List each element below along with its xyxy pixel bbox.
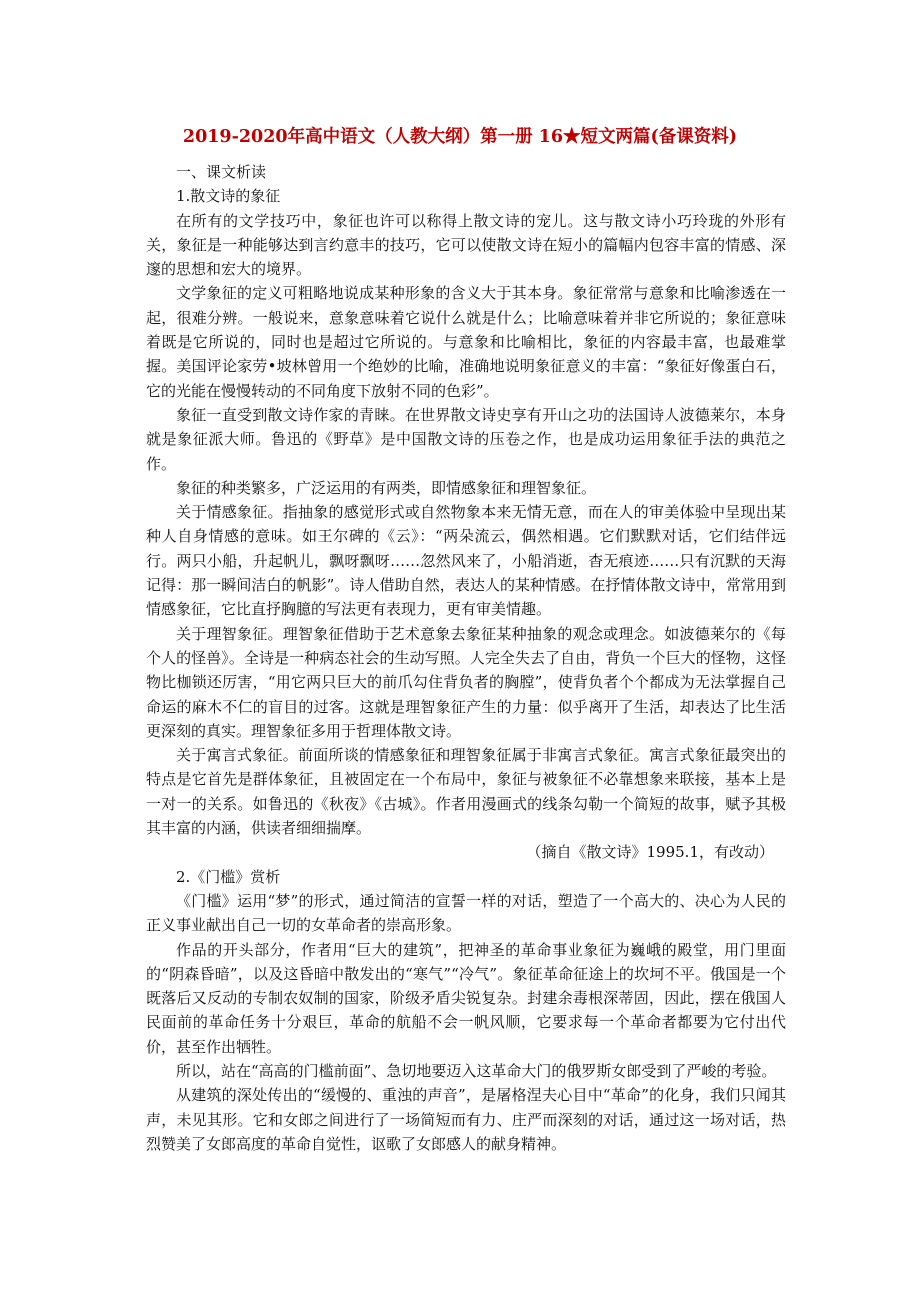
subsection-heading: 1.散文诗的象征	[176, 187, 281, 206]
paragraph: 在所有的文学技巧中，象征也许可以称得上散文诗的宠儿。这与散文诗小巧玲珑的外形有关，象征是一种能够达到言约意丰的技巧，它可以使散文诗在短小的篇幅内包容丰富的情感、深邃的思想和宏大的境界。	[146, 211, 786, 279]
paragraph: 象征一直受到散文诗作家的青睐。在世界散文诗史享有开山之功的法国诗人波德莱尔，本身就是象征派大师。鲁迅的《野草》是中国散文诗的压卷之作，也是成功运用象征手法的典范之作。	[146, 405, 786, 473]
paragraph: 作品的开头部分，作者用“巨大的建筑”，把神圣的革命事业象征为巍峨的殿堂，用门里面的“阴森昏暗”，以及这昏暗中散发出的“寒气”“冷气”。象征革命征途上的坎坷不平。俄国是一个既落后又反动的专制农奴制的国家，阶级矛盾尖锐复杂。封建余毒根深蒂固，因此，摆在俄国人民面前的革命任务十分艰巨，革命的航船不会一帆风顺，它要求每一个革命者都要为它付出代价，甚至作出牺牲。	[146, 940, 786, 1056]
paragraph: 从建筑的深处传出的“缓慢的、重浊的声音”，是屠格涅夫心目中“革命”的化身，我们只闻其声，未见其形。它和女郎之间进行了一场简短而有力、庄严而深刻的对话，通过这一场对话，热烈赞美了女郎高度的革命自觉性，讴歌了女郎感人的献身精神。	[146, 1086, 786, 1153]
paragraph: 关于情感象征。指抽象的感觉形式或自然物象本来无情无意，而在人的审美体验中呈现出某种人自身情感的意味。如王尔碑的《云》：“两朵流云，偶然相遇。它们默默对话，它们结伴远行。两只小船，升起帆儿，飘呀飘呀……忽然风来了，小船消逝，杳无痕迹……只有沉默的天海记得：那一瞬间洁白的帆影”。诗人借助自然，表达人的某种情感。在抒情体散文诗中，常常用到情感象征，它比直抒胸臆的写法更有表现力，更有审美情趣。	[146, 503, 786, 619]
paragraph: 关于寓言式象征。前面所谈的情感象征和理智象征属于非寓言式象征。寓言式象征最突出的特点是它首先是群体象征，且被固定在一个布局中，象征与被象征不必靠想象来联接，基本上是一对一的关系。如鲁迅的《秋夜》《古城》。作者用漫画式的线条勾勒一个简短的故事，赋予其极其丰富的内涵，供读者细细揣摩。	[146, 746, 786, 838]
section-heading: 一、课文析读	[176, 163, 267, 181]
subsection-heading: 2.《门槛》赏析	[176, 867, 281, 886]
document-body	[146, 160, 786, 1156]
document-title: 2019-2020年高中语文（人教大纲）第一册 16★短文两篇(备课资料)	[182, 127, 738, 147]
paragraph: 文学象征的定义可粗略地说成某种形象的含义大于其本身。象征常常与意象和比喻渗透在一起，很难分辨。一般说来，意象意味着它说什么就是什么；比喻意味着并非它所说的；象征意味着既是它所说的，同时也是超过它所说的。与意象和比喻相比，象征的内容最丰富，也最难掌握。美国评论家劳•坡林曾用一个绝妙的比喻，准确地说明象征意义的丰富：“象征好像蛋白石，它的光能在慢慢转动的不同角度下放射不同的色彩”。	[146, 284, 786, 400]
paragraph: 关于理智象征。理智象征借助于艺术意象去象征某种抽象的观念或理念。如波德莱尔的《每个人的怪兽》。全诗是一种病态社会的生动写照。人完全失去了自由，背负一个巨大的怪物，这怪物比枷锁还厉害，“用它两只巨大的前爪勾住背负者的胸膛”，使背负者个个都成为无法掌握自己命运的麻木不仁的盲目的过客。这就是理智象征产生的力量：似乎离开了生活，却表达了比生活更深刻的真实。理智象征多用于哲理体散文诗。	[146, 624, 786, 740]
paragraph: 所以，站在“高高的门槛前面”、急切地要迈入这革命大门的俄罗斯女郎受到了严峻的考验。	[176, 1061, 777, 1080]
paragraph: 象征的种类繁多，广泛运用的有两类，即情感象征和理智象征。	[176, 478, 597, 497]
source-citation: （摘自《散文诗》1995.1，有改动）	[526, 843, 774, 862]
paragraph: 《门槛》运用“梦”的形式，通过简洁的宣誓一样的对话，塑造了一个高大的、决心为人民的正义事业献出自己一切的女革命者的崇高形象。	[146, 891, 786, 935]
